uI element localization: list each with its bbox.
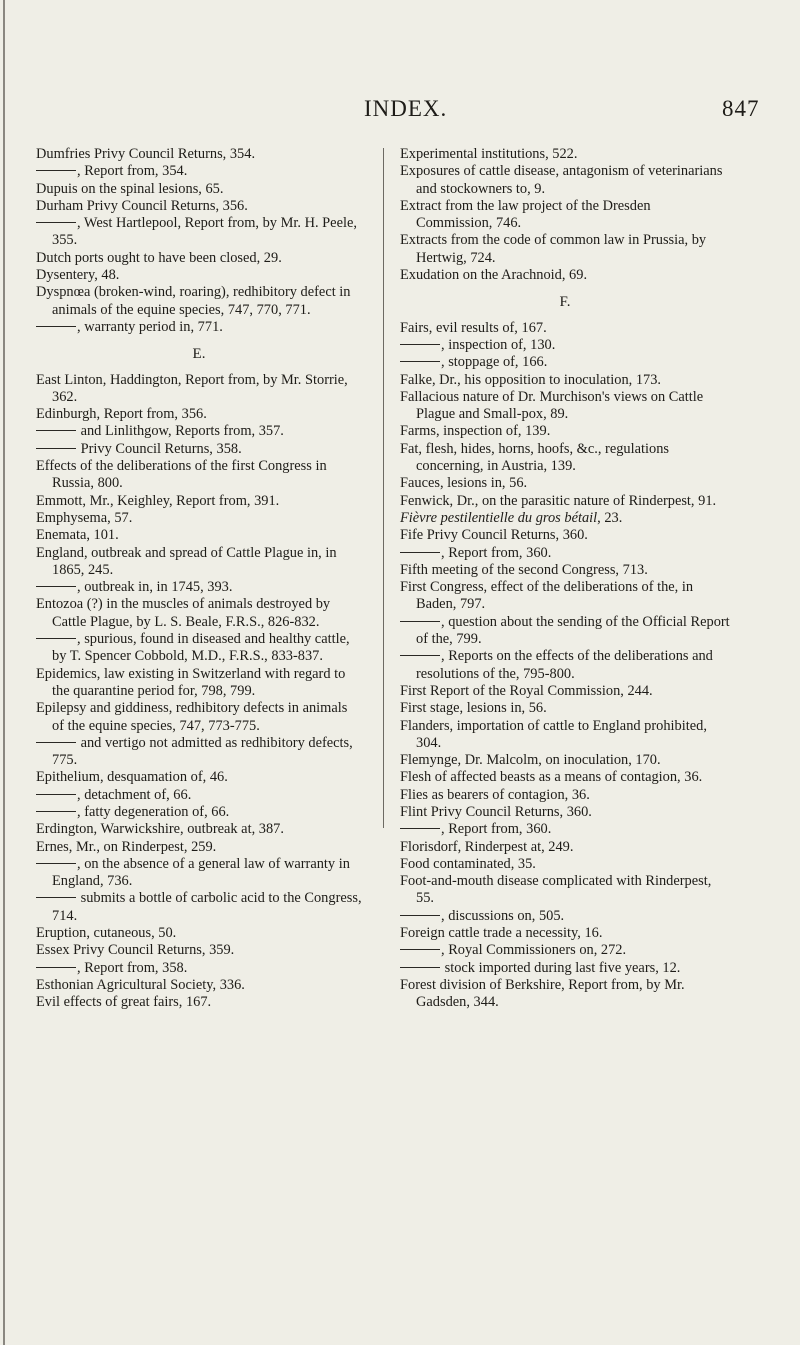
index-entry: Flesh of affected beasts as a means of contagion, 36.: [400, 769, 703, 786]
index-entry: Fat, flesh, hides, horns, hoofs, &c., regulations concerning, in Austria, 139.: [400, 440, 669, 475]
index-entry: Fenwick, Dr., on the parasitic nature of Rinderpest, 91.: [400, 492, 717, 509]
index-entry: Emmott, Mr., Keighley, Report from, 391.: [36, 492, 280, 509]
index-subentry: , West Hartlepool, Report from, by Mr. H. Peele, 355.: [36, 215, 362, 250]
index-subentry: and Linlithgow, Reports from, 357.: [36, 423, 362, 440]
index-subentry: , question about the sending of the Official Report of the, 799.: [400, 614, 730, 649]
index-entry: Fife Privy Council Returns, 360.: [400, 527, 588, 544]
index-entry: Flies as bearers of contagion, 36.: [400, 786, 590, 803]
index-entry: Fallacious nature of Dr. Murchison's views on Cattle Plague and Small-pox, 89.: [400, 388, 704, 423]
index-subentry: , Royal Commissioners on, 272.: [400, 942, 730, 959]
index-subentry: , Report from, 358.: [36, 960, 362, 977]
index-subentry: , Reports on the effects of the deliberations and resolutions of the, 795-800.: [400, 648, 730, 683]
index-entry: England, outbreak and spread of Cattle Plague in, in 1865, 245.: [36, 544, 337, 578]
index-entry: Enemata, 101.: [36, 527, 119, 544]
index-entry: Fauces, lesions in, 56.: [400, 475, 528, 492]
index-entry: Fifth meeting of the second Congress, 713.: [400, 561, 648, 578]
index-entry: Epilepsy and giddiness, redhibitory defects in animals of the equine species, 747, 773-775.: [36, 700, 348, 734]
index-column-right: [400, 146, 730, 1012]
index-entry: Edinburgh, Report from, 356.: [36, 406, 207, 423]
index-entry: East Linton, Haddington, Report from, by Mr. Storrie, 362.: [36, 371, 348, 405]
index-entry: Flemynge, Dr. Malcolm, on inoculation, 170.: [400, 752, 661, 769]
index-subentry: , fatty degeneration of, 66.: [36, 804, 362, 821]
index-subentry: , outbreak in, in 1745, 393.: [36, 579, 362, 596]
index-entry: Durham Privy Council Returns, 356.: [36, 197, 248, 214]
index-entry: Dysentery, 48.: [36, 267, 120, 284]
index-entry: Experimental institutions, 522.: [400, 146, 578, 162]
index-entry: Effects of the deliberations of the first Congress in Russia, 800.: [36, 458, 327, 492]
page-number: 847: [722, 96, 760, 121]
index-subentry: , Report from, 360.: [400, 545, 730, 562]
index-entry: Epidemics, law existing in Switzerland with regard to the quarantine period for, 798, 799.: [36, 665, 346, 699]
index-entry: Essex Privy Council Returns, 359.: [36, 942, 235, 959]
index-entry: Dyspnœa (broken-wind, roaring), redhibitory defect in animals of the equine species, 747, 770, 771.: [36, 284, 351, 318]
index-entry: Foreign cattle trade a necessity, 16.: [400, 925, 603, 942]
index-subentry: , on the absence of a general law of warranty in England, 736.: [36, 856, 362, 891]
index-subentry: stock imported during last five years, 12.: [400, 960, 730, 977]
page-header: [0, 96, 800, 130]
index-entry: Fièvre pestilentielle du gros bétail, 23.: [400, 509, 623, 526]
index-entry: Extract from the law project of the Dresden Commission, 746.: [400, 197, 651, 232]
index-subentry: submits a bottle of carbolic acid to the Congress, 714.: [36, 890, 362, 925]
index-entry: Epithelium, desquamation of, 46.: [36, 769, 228, 786]
index-entry: Foot-and-mouth disease complicated with Rinderpest, 55.: [400, 873, 712, 907]
index-entry: Dutch ports ought to have been closed, 29.: [36, 249, 282, 266]
index-entry: Dupuis on the spinal lesions, 65.: [36, 180, 224, 197]
index-subentry: , Report from, 354.: [36, 163, 362, 180]
index-entry: Falke, Dr., his opposition to inoculation, 173.: [400, 371, 662, 388]
index-entry: Exposures of cattle disease, antagonism of veterinarians and stockowners to, 9.: [400, 163, 723, 197]
index-entry: Evil effects of great fairs, 167.: [36, 994, 212, 1011]
index-entry: First Congress, effect of the deliberations of the, in Baden, 797.: [400, 579, 694, 613]
index-entry: Food contaminated, 35.: [400, 855, 536, 872]
index-subentry: , warranty period in, 771.: [36, 319, 362, 336]
index-entry: Dumfries Privy Council Returns, 354.: [36, 146, 256, 162]
index-entry: Farms, inspection of, 139.: [400, 423, 551, 440]
column-divider: [383, 148, 384, 828]
page-title: INDEX.: [364, 96, 448, 121]
index-subentry: , detachment of, 66.: [36, 787, 362, 804]
section-letter-heading: E.: [192, 346, 206, 363]
index-entry: Entozoa (?) in the muscles of animals destroyed by Cattle Plague, by L. S. Beale, F.R.S., 826-832.: [36, 596, 331, 630]
index-subentry: and vertigo not admitted as redhibitory defects, 775.: [36, 735, 362, 770]
index-entry: Forest division of Berkshire, Report from, by Mr. Gadsden, 344.: [400, 976, 685, 1011]
section-letter-heading: F.: [559, 294, 571, 311]
index-entry: First Report of the Royal Commission, 244.: [400, 682, 653, 699]
index-entry: Exudation on the Arachnoid, 69.: [400, 267, 588, 284]
index-entry: Eruption, cutaneous, 50.: [36, 925, 177, 942]
index-entry: Fairs, evil results of, 167.: [400, 319, 547, 336]
index-entry: Esthonian Agricultural Society, 336.: [36, 976, 245, 993]
index-subentry: , spurious, found in diseased and healthy cattle, by T. Spencer Cobbold, M.D., F.R.S., 833-837.: [36, 631, 362, 666]
page-edge-shadow: [3, 0, 5, 1345]
index-entry: Erdington, Warwickshire, outbreak at, 387.: [36, 821, 284, 838]
index-subentry: , stoppage of, 166.: [400, 354, 730, 371]
index-column-left: [36, 146, 362, 1012]
index-entry: Emphysema, 57.: [36, 509, 133, 526]
index-entry: Extracts from the code of common law in Prussia, by Hertwig, 724.: [400, 232, 707, 266]
index-subentry: , discussions on, 505.: [400, 908, 730, 925]
index-entry: Flint Privy Council Returns, 360.: [400, 803, 592, 820]
index-entry: Florisdorf, Rinderpest at, 249.: [400, 838, 574, 855]
index-subentry: , inspection of, 130.: [400, 337, 730, 354]
index-subentry: Privy Council Returns, 358.: [36, 441, 362, 458]
index-entry: First stage, lesions in, 56.: [400, 700, 547, 717]
index-entry: Flanders, importation of cattle to England prohibited, 304.: [400, 717, 707, 751]
index-subentry: , Report from, 360.: [400, 821, 730, 838]
index-entry: Ernes, Mr., on Rinderpest, 259.: [36, 838, 217, 855]
